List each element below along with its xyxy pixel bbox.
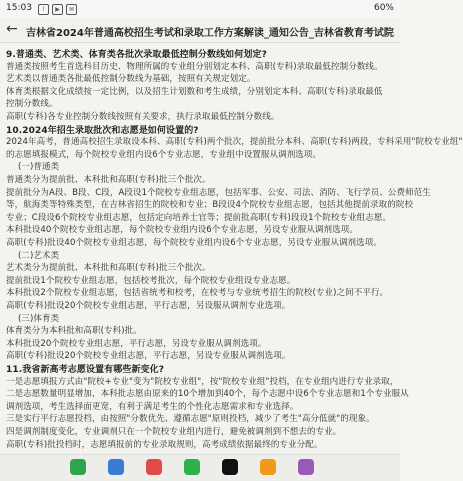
messages-icon[interactable] bbox=[108, 459, 124, 475]
section-heading: 11.我省新高考志愿设置有哪些新变化? bbox=[6, 365, 165, 375]
status-bar bbox=[0, 0, 400, 18]
app-dock bbox=[0, 454, 400, 481]
paragraph-line: 二是志愿数量明显增加，本科批志愿由原来的10个增加到40个，每个志愿中设6个专业志愿和1个专业服从 bbox=[6, 389, 409, 400]
paragraph-line: 等，航海类等特殊类型，在吉林省招生的院校和专业；B段设4个院校专业组志愿，包括其他提前录取的院校 bbox=[6, 200, 414, 211]
gallery-icon[interactable] bbox=[298, 459, 314, 475]
paragraph-line: 高职(专科)批设20个院校专业组志愿，平行志愿，另设服从调剂专业选项。 bbox=[6, 301, 291, 311]
paragraph-line: 高职(专科)各专业控制分数线按照有关要求，执行录取最低控制分数线。 bbox=[6, 112, 280, 122]
paragraph-line: 一是志愿填报方式由"院校+专业"变为"院校专业组"，按"院校专业组"投档，在专业组内进行专业录取， bbox=[6, 376, 399, 387]
paragraph-line: 本科批设2个院校专业组志愿，包括省统考和校考，在校考与专业统考招生的院校(专业)之间不平行。 bbox=[6, 288, 389, 299]
paragraph-line: 四是调剂制度变化，专业调剂只在一个院校专业组内进行，避免被调剂到不想去的专业。 bbox=[6, 427, 342, 437]
paragraph-line: 2024年高考，普通高校招生录取设本科、高职(专科)两个批次，提前批分本科、高职(专科)两段，专科采用"院校专业组" bbox=[6, 137, 463, 148]
paragraph-line: 三是实行平行志愿投档，由按照"分数优先、遵循志愿"原则投档，减少了考生"高分低就"的现象。 bbox=[6, 414, 375, 425]
paragraph-line: 高职(专科)批设20个院校专业组志愿，平行志愿，另设专业服从调剂选项。 bbox=[6, 351, 291, 362]
paragraph-line: 调剂选项，考生选择面更宽，有利于满足考生的个性化志愿需求和专业选择。 bbox=[6, 401, 299, 412]
battery-label: 60% bbox=[373, 3, 394, 13]
phone-icon[interactable] bbox=[70, 459, 86, 475]
page-title: 吉林省2024年普通高校招生考试和录取工作方案解读_通知公告_吉林省教育考试院 bbox=[26, 28, 394, 39]
paragraph-line: 本科批设20个院校专业组志愿，平行志愿，另设专业服从调剂选项。 bbox=[6, 338, 267, 349]
paragraph-line: 高职(专科)批投档时，志愿填报前的专业录取规则，高考成绩依据最终的专业分配。 bbox=[6, 439, 323, 450]
paragraph-line: 高职(专科)批设40个院校专业组志愿，每个院校专业组内设6个专业志愿，另设专业服从调剂选项。 bbox=[6, 238, 382, 248]
notification-icon: ✉ bbox=[66, 4, 77, 15]
browser-icon[interactable] bbox=[260, 459, 276, 475]
document-content[interactable] bbox=[0, 43, 463, 454]
paragraph-line: (二)艺术类 bbox=[18, 250, 60, 261]
paragraph-line: 普通类按照考生首选科目历史、物理所属的专业组分别划定本科、高职(专科)录取最低控制分数线。 bbox=[6, 61, 383, 72]
paragraph-line: 专业；C段设6个院校专业组志愿，包括定向培养士官等；提前批高职(专科)段设1个院校专业组志愿。 bbox=[6, 212, 392, 223]
back-arrow-icon[interactable]: ← bbox=[6, 21, 18, 37]
paragraph-line: 提前批设1个院校专业组志愿，包括校考批次，每个院校专业组设专业志愿。 bbox=[6, 275, 296, 286]
tiktok-icon[interactable] bbox=[222, 459, 238, 475]
camera-icon[interactable] bbox=[146, 459, 162, 475]
paragraph-line: 艺术类分为提前批、本科批和高职(专科)批三个批次。 bbox=[6, 263, 211, 274]
paragraph-line: 艺术类以普通类各批最低控制分数线为基础，按照有关规定划定。 bbox=[6, 74, 256, 85]
paragraph-line: 本科批设40个院校专业组志愿，每个院校专业组内设6个专业志愿，另设专业服从调剂选项。 bbox=[6, 225, 358, 236]
notification-icon: ! bbox=[38, 4, 49, 15]
paragraph-line: 普通类分为提前批、本科批和高职(专科)批三个批次。 bbox=[6, 175, 211, 185]
section-heading: 9.普通类、艺术类、体育类各批次录取最低控制分数线如何划定? bbox=[6, 50, 267, 60]
paragraph-line: 体育类根据文化成绩按一定比例，以及招生计划数和考生成绩，分别划定本科、高职(专科)录取最低 bbox=[6, 86, 383, 97]
status-time: 15:03 bbox=[6, 3, 32, 13]
paragraph-line: 提前批分为A段、B段、C段，A段设1个院校专业组志愿，包括军事、公安、司法、消防、飞行学员、公费师范生 bbox=[6, 187, 431, 198]
paragraph-line: (一)普通类 bbox=[18, 162, 60, 173]
wechat-icon[interactable] bbox=[184, 459, 200, 475]
paragraph-line: (三)体育类 bbox=[18, 313, 60, 324]
title-bar bbox=[0, 18, 400, 43]
paragraph-line: 体育类分为本科批和高职(专科)批。 bbox=[6, 326, 142, 337]
paragraph-line: 的志愿填报模式，每个院校专业组内设6个专业志愿，专业组中设置服从调剂选项。 bbox=[6, 149, 322, 160]
section-heading: 10.2024年招生录取批次和志愿是如何设置的? bbox=[6, 125, 199, 136]
paragraph-line: 控制分数线。 bbox=[6, 99, 58, 110]
notification-icon: ▶ bbox=[52, 4, 63, 15]
